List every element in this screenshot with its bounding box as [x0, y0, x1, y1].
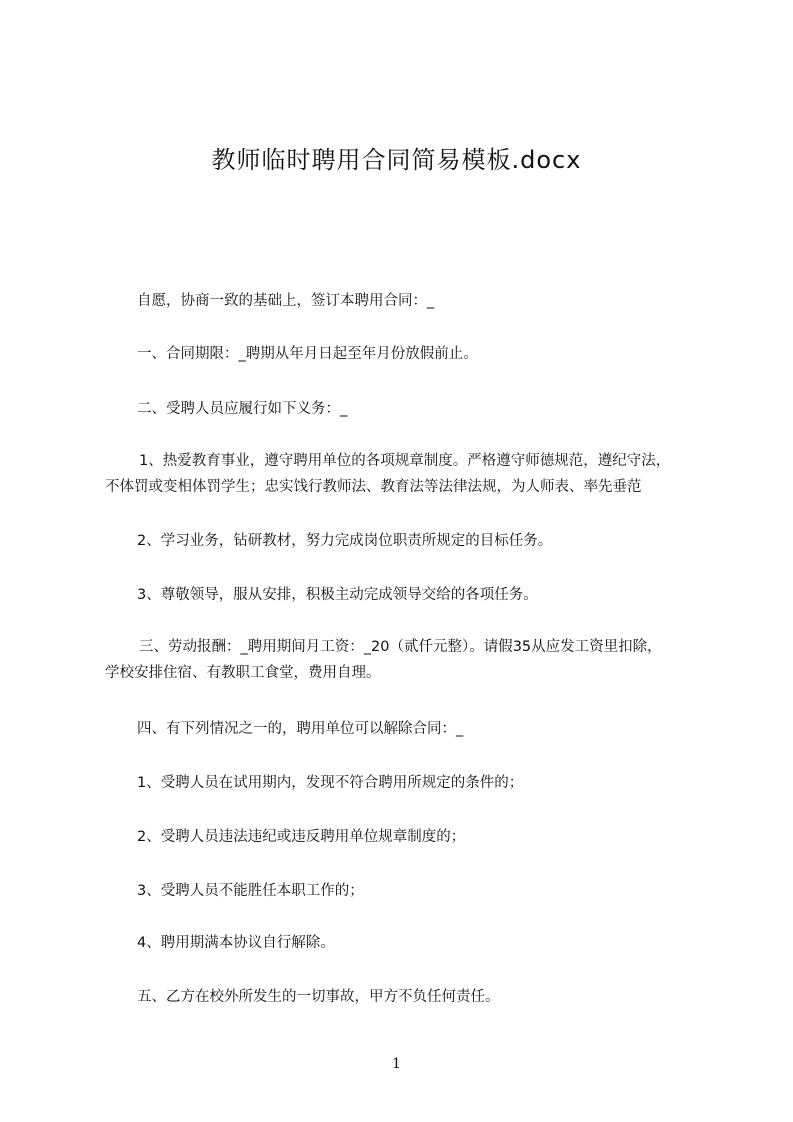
- intro-paragraph: 自愿，协商一致的基础上，签订本聘用合同：_: [137, 293, 435, 309]
- duty-1-line-2: 不体罚或变相体罚学生；忠实饯行教师法、教育法等法律法规，为人师表、率先垂范: [105, 479, 642, 495]
- clause-2-duties: 二、受聘人员应履行如下义务：_: [137, 401, 348, 417]
- page-number: 1: [392, 1056, 401, 1072]
- document-title: 教师临时聘用合同简易模板.docx: [211, 146, 582, 174]
- clause-3-line-1: 三、劳动报酬：_聘用期间月工资：_20（贰仟元整）。请假35从应发工资里扣除，: [139, 639, 662, 655]
- termination-item-4: 4、聘用期满本协议自行解除。: [137, 935, 335, 951]
- termination-item-3: 3、受聘人员不能胜任本职工作的；: [137, 883, 364, 899]
- clause-3-line-2: 学校安排住宿、有教职工食堂，费用自理。: [105, 665, 381, 681]
- clause-4-termination: 四、有下列情况之一的，聘用单位可以解除合同：_: [137, 721, 464, 737]
- duty-2-paragraph: 2、学习业务，钻研教材，努力完成岗位职责所规定的目标任务。: [137, 533, 553, 549]
- termination-item-1: 1、受聘人员在试用期内，发现不符合聘用所规定的条件的；: [137, 775, 524, 791]
- clause-5-liability: 五、乙方在校外所发生的一切事故，甲方不负任何责任。: [137, 989, 500, 1005]
- duty-1-line-1: 1、热爱教育事业，遵守聘用单位的各项规章制度。严格遵守师德规范，遵纪守法，: [139, 453, 671, 469]
- termination-item-2: 2、受聘人员违法违纪或违反聘用单位规章制度的；: [137, 829, 466, 845]
- duty-3-paragraph: 3、尊敬领导，服从安排，积极主动完成领导交给的各项任务。: [137, 587, 538, 603]
- clause-1-term: 一、合同期限：_聘期从年月日起至年月份放假前止。: [137, 346, 478, 362]
- clause-3-pay-paragraph: [105, 634, 725, 686]
- duty-1-paragraph: [105, 448, 725, 500]
